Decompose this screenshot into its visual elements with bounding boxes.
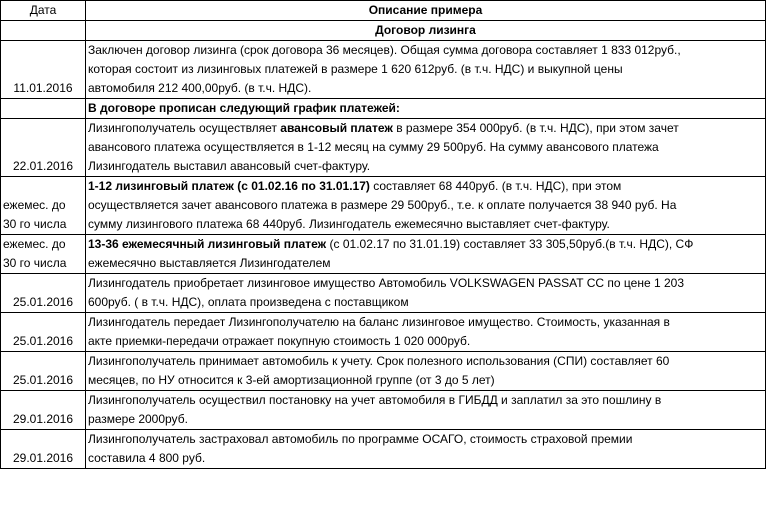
header-description: Описание примера xyxy=(86,1,766,21)
description-cell: Лизингодатель передает Лизингополучателю на баланс лизинговое имущество. Стоимость, указанная в акте приемки-передачи отражает покупную стоимость 1 020 000руб. xyxy=(86,313,766,352)
header-row xyxy=(1,1,766,21)
date-cell: 25.01.2016 xyxy=(1,313,86,352)
schedule-title: В договоре прописан следующий график платежей: xyxy=(86,99,766,119)
table-row xyxy=(1,177,766,235)
table-row xyxy=(1,352,766,391)
date-cell: 25.01.2016 xyxy=(1,274,86,313)
date-cell: 11.01.2016 xyxy=(1,41,86,99)
date-cell: 22.01.2016 xyxy=(1,119,86,177)
header-date: Дата xyxy=(1,1,86,21)
description-cell: 13-36 ежемесячный лизинговый платеж (с 01.02.17 по 31.01.19) составляет 33 305,50руб.(в т.ч. НДС), СФ ежемесячно выставляется Лизингодателем xyxy=(86,235,766,274)
description-cell: Лизингополучатель осуществляет авансовый платеж в размере 354 000руб. (в т.ч. НДС), при этом зачет авансового платежа осуществляется в 1-12 месяц на сумму 29 500руб. На сумму авансового платежа Лизингодатель выставил авансовый счет-фактуру. xyxy=(86,119,766,177)
table-row xyxy=(1,119,766,177)
description-cell: 1-12 лизинговый платеж (с 01.02.16 по 31.01.17) составляет 68 440руб. (в т.ч. НДС), при этом осуществляется зачет авансового платежа в размере 29 500руб., т.е. к оплате получается 38 940 руб. На сумму лизингового платежа 68 440руб. Лизингодатель ежемесячно выставляет счет-фактуру. xyxy=(86,177,766,235)
description-cell: Заключен договор лизинга (срок договора 36 месяцев). Общая сумма договора составляет 1 833 012руб., которая состоит из лизинговых платежей в размере 1 620 612руб. (в т.ч. НДС) и выкупной цены автомобиля 212 400,00руб. (в т.ч. НДС). xyxy=(86,41,766,99)
date-cell: ежемес. до 30 го числа xyxy=(1,235,86,274)
table-row xyxy=(1,391,766,430)
table-row xyxy=(1,41,766,99)
description-cell: Лизингополучатель принимает автомобиль к учету. Срок полезного использования (СПИ) составляет 60 месяцев, по НУ относится к 3-ей амортизационной группе (от 3 до 5 лет) xyxy=(86,352,766,391)
table-row xyxy=(1,235,766,274)
table-row xyxy=(1,430,766,469)
schedule-row xyxy=(1,99,766,119)
date-cell: 25.01.2016 xyxy=(1,352,86,391)
description-cell: Лизингополучатель застраховал автомобиль по программе ОСАГО, стоимость страховой премии составила 4 800 руб. xyxy=(86,430,766,469)
table-row xyxy=(1,313,766,352)
table-row xyxy=(1,274,766,313)
section-row xyxy=(1,21,766,41)
schedule-date-cell xyxy=(1,99,86,119)
description-cell: Лизингополучатель осуществил постановку на учет автомобиля в ГИБДД и заплатил за это пошлину в размере 2000руб. xyxy=(86,391,766,430)
section-date-cell xyxy=(1,21,86,41)
section-title: Договор лизинга xyxy=(86,21,766,41)
date-cell: 29.01.2016 xyxy=(1,391,86,430)
date-cell: 29.01.2016 xyxy=(1,430,86,469)
description-cell: Лизингодатель приобретает лизинговое имущество Автомобиль VOLKSWAGEN PASSAT CC по цене 1 203 600руб. ( в т.ч. НДС), оплата произведена с поставщиком xyxy=(86,274,766,313)
date-cell: ежемес. до 30 го числа xyxy=(1,177,86,235)
